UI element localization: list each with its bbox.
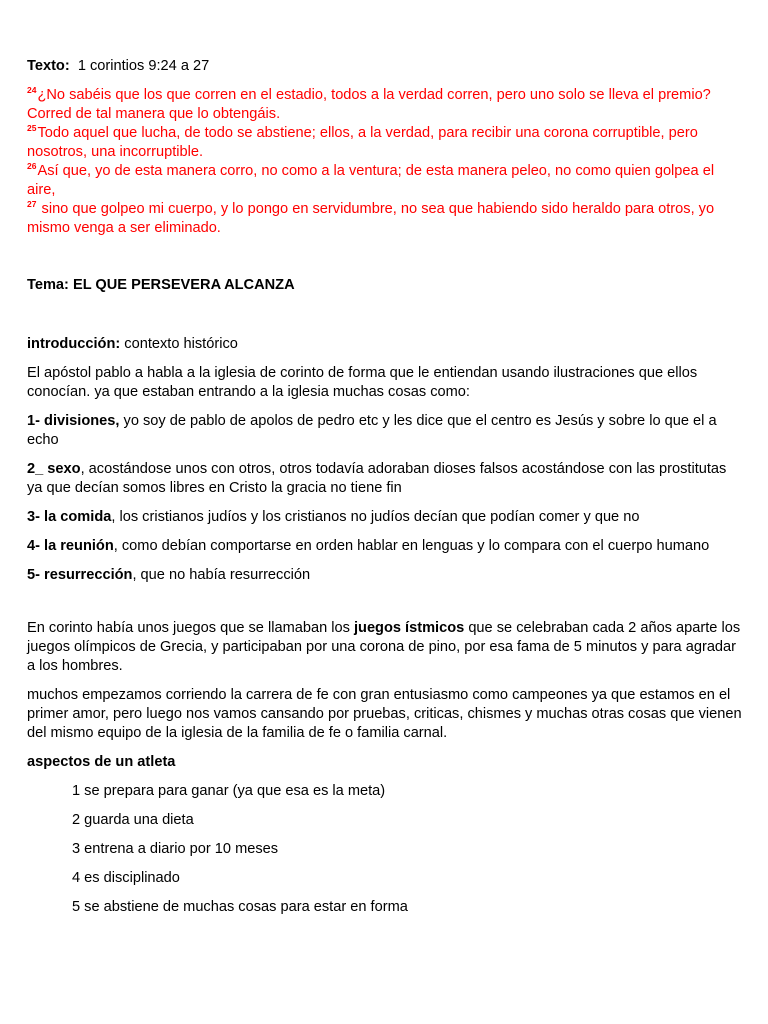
point-4: [27, 537, 745, 556]
point-1: [27, 412, 745, 450]
point-label: 5- resurrección: [27, 567, 133, 583]
point-text: yo soy de pablo de apolos de pedro etc y les dice que el centro es Jesús y sobre lo que el a echo: [27, 413, 717, 448]
point-label: 2_ sexo: [27, 461, 81, 477]
verse-24: [27, 86, 745, 124]
list-item: 4 es disciplinado: [72, 870, 180, 886]
point-label: 3- la comida: [27, 509, 112, 525]
document-page: [27, 57, 745, 917]
verse-number: 25: [27, 123, 37, 133]
tema-title: EL QUE PERSEVERA ALCANZA: [72, 277, 295, 293]
point-text: , los cristianos judíos y los cristianos no judíos decían que podían comer y que no: [111, 509, 640, 525]
verse-text: Así que, yo de esta manera corro, no como a la ventura; de esta manera peleo, no como quien golpea el aire,: [27, 163, 715, 198]
paragraph-2-end: que se celebraban cada 2 años aparte los juegos olímpicos de Grecia, y participaban por una corona de pino, por esa fama de 5 minutos y para agradar a los hombres.: [27, 620, 741, 674]
paragraph-2: [27, 619, 745, 676]
paragraph-1: El apóstol pablo a habla a la iglesia de corinto de forma que le entiendan usando ilustraciones que ellos conocían. ya que estaban entrando a la iglesia muchas cosas como:: [27, 365, 698, 400]
list-item: 2 guarda una dieta: [72, 812, 194, 828]
tema-heading: [27, 276, 745, 295]
point-label: 4- la reunión: [27, 538, 114, 554]
texto-line: [27, 57, 745, 76]
aspectos-heading: aspectos de un atleta: [27, 754, 176, 770]
point-label: 1- divisiones,: [27, 413, 120, 429]
texto-ref: 1 corintios 9:24 a 27: [77, 58, 210, 74]
list-item: 1 se prepara para ganar (ya que esa es la meta): [72, 783, 386, 799]
verse-number: 26: [27, 161, 37, 171]
tema-label: Tema:: [27, 277, 69, 293]
paragraph-2-start: En corinto había unos juegos que se llamaban los: [27, 620, 354, 636]
verse-text: sino que golpeo mi cuerpo, y lo pongo en servidumbre, no sea que habiendo sido heraldo para otros, yo mismo venga a ser eliminado.: [27, 201, 715, 236]
verse-text: Todo aquel que lucha, de todo se abstiene; ellos, a la verdad, para recibir una corona corruptible, pero nosotros, una incorruptible.: [27, 125, 698, 160]
point-2: [27, 460, 745, 498]
intro-line: [27, 335, 745, 354]
list-item: 3 entrena a diario por 10 meses: [72, 841, 279, 857]
verse-26: [27, 162, 745, 200]
paragraph-3: muchos empezamos corriendo la carrera de fe con gran entusiasmo como campeones ya que estamos en el primer amor, pero luego nos vamos cansando por pruebas, criticas, chismes y muchas otras cosas que vienen del mismo equipo de la iglesia de la familia de fe o familia carnal.: [27, 687, 742, 741]
juegos-istmicos: juegos ístmicos: [353, 620, 465, 636]
intro-label: introducción:: [27, 336, 121, 352]
intro-text: contexto histórico: [124, 336, 238, 352]
verse-number: 27: [27, 199, 37, 209]
point-text: , que no había resurrección: [132, 567, 311, 583]
point-3: [27, 508, 745, 527]
verse-number: 24: [27, 85, 37, 95]
verse-27: [27, 200, 745, 238]
point-5: [27, 566, 745, 585]
scripture-block: [27, 86, 745, 238]
list-item: 5 se abstiene de muchas cosas para estar en forma: [72, 899, 408, 915]
texto-label: Texto:: [27, 58, 70, 74]
point-text: , como debían comportarse en orden hablar en lenguas y lo compara con el cuerpo humano: [113, 538, 710, 554]
aspectos-list: [27, 782, 745, 917]
verse-text: ¿No sabéis que los que corren en el estadio, todos a la verdad corren, pero uno solo se lleva el premio? Corred de tal manera que lo obtengáis.: [27, 87, 711, 122]
point-text: , acostándose unos con otros, otros todavía adoraban dioses falsos acostándose con las prostitutas ya que decían somos libres en Cristo la gracia no tiene fin: [27, 461, 727, 496]
verse-25: [27, 124, 745, 162]
